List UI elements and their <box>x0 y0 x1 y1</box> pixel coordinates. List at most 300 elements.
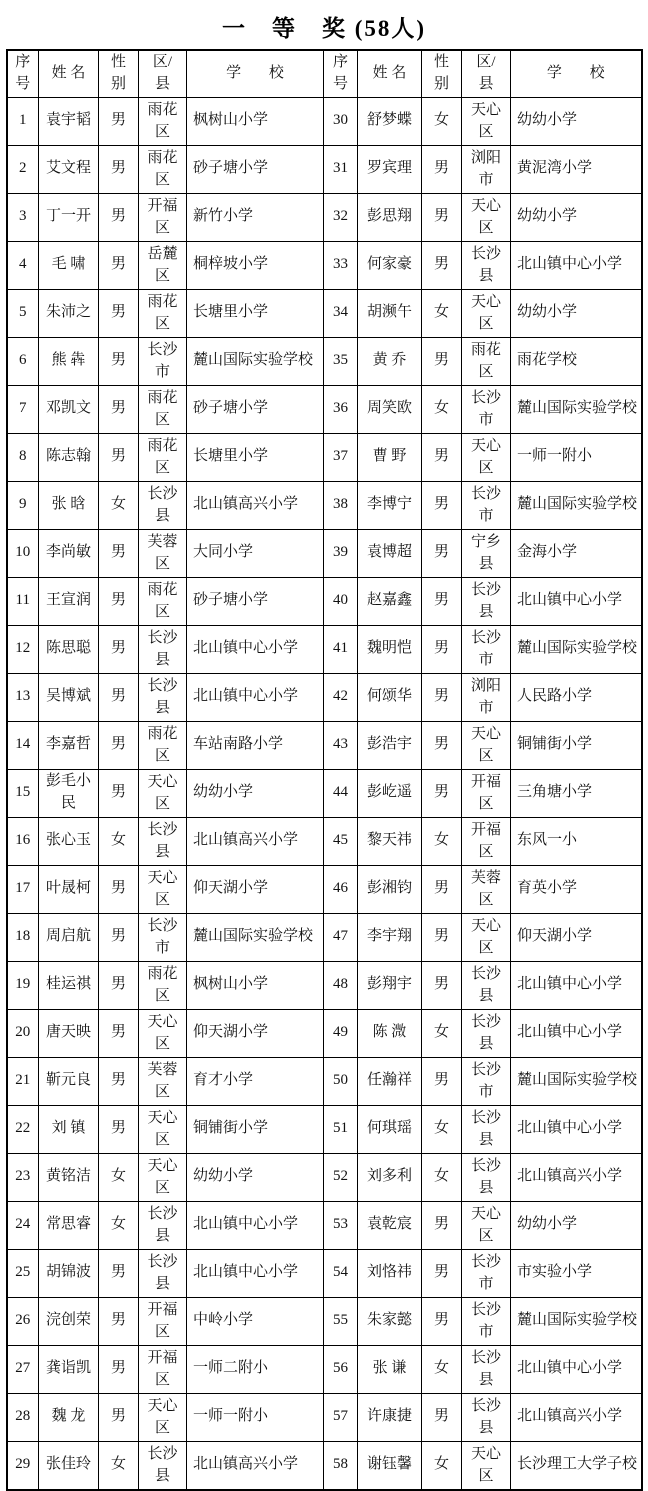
cell-school: 车站南路小学 <box>187 721 324 769</box>
cell-district: 天心区 <box>462 97 511 145</box>
cell-district: 长沙县 <box>139 481 187 529</box>
cell-no: 21 <box>7 1057 39 1105</box>
cell-name: 彭毛小民 <box>39 769 99 817</box>
cell-name: 魏明恺 <box>358 625 422 673</box>
cell-name: 周启航 <box>39 913 99 961</box>
cell-district: 天心区 <box>462 289 511 337</box>
cell-gender: 男 <box>99 97 139 145</box>
cell-district: 长沙市 <box>139 913 187 961</box>
cell-no: 31 <box>324 145 358 193</box>
cell-no: 28 <box>7 1393 39 1441</box>
cell-gender: 男 <box>99 673 139 721</box>
cell-school: 仰天湖小学 <box>187 1009 324 1057</box>
cell-name: 曹 野 <box>358 433 422 481</box>
cell-name: 李宇翔 <box>358 913 422 961</box>
cell-gender: 男 <box>99 625 139 673</box>
cell-district: 长沙县 <box>462 577 511 625</box>
cell-no: 55 <box>324 1297 358 1345</box>
cell-district: 长沙县 <box>139 817 187 865</box>
cell-name: 谢钰馨 <box>358 1441 422 1490</box>
cell-school: 长塘里小学 <box>187 289 324 337</box>
cell-gender: 女 <box>422 289 462 337</box>
cell-school: 人民路小学 <box>511 673 642 721</box>
cell-no: 16 <box>7 817 39 865</box>
cell-gender: 男 <box>422 145 462 193</box>
table-row <box>7 913 642 961</box>
cell-school: 大同小学 <box>187 529 324 577</box>
cell-school: 北山镇中心小学 <box>511 961 642 1009</box>
cell-name: 龚诣凯 <box>39 1345 99 1393</box>
col-header-no: 序号 <box>324 50 358 97</box>
cell-no: 23 <box>7 1153 39 1201</box>
cell-gender: 男 <box>422 1057 462 1105</box>
cell-school: 中岭小学 <box>187 1297 324 1345</box>
col-header-gender: 性别 <box>422 50 462 97</box>
cell-school: 麓山国际实验学校 <box>511 481 642 529</box>
cell-district: 长沙市 <box>139 337 187 385</box>
cell-name: 赵嘉鑫 <box>358 577 422 625</box>
cell-district: 天心区 <box>462 913 511 961</box>
cell-no: 57 <box>324 1393 358 1441</box>
cell-school: 幼幼小学 <box>511 97 642 145</box>
cell-no: 12 <box>7 625 39 673</box>
cell-name: 胡濒午 <box>358 289 422 337</box>
cell-district: 天心区 <box>462 721 511 769</box>
cell-no: 22 <box>7 1105 39 1153</box>
cell-no: 13 <box>7 673 39 721</box>
cell-no: 58 <box>324 1441 358 1490</box>
cell-name: 舒梦蝶 <box>358 97 422 145</box>
cell-school: 麓山国际实验学校 <box>187 337 324 385</box>
cell-district: 雨花区 <box>139 577 187 625</box>
table-row <box>7 1009 642 1057</box>
cell-name: 张 晗 <box>39 481 99 529</box>
cell-name: 许康捷 <box>358 1393 422 1441</box>
cell-district: 长沙县 <box>462 1393 511 1441</box>
col-header-school: 学 校 <box>511 50 642 97</box>
cell-school: 幼幼小学 <box>511 193 642 241</box>
cell-school: 北山镇高兴小学 <box>187 817 324 865</box>
cell-school: 枫树山小学 <box>187 97 324 145</box>
cell-no: 42 <box>324 673 358 721</box>
cell-no: 25 <box>7 1249 39 1297</box>
cell-school: 金海小学 <box>511 529 642 577</box>
cell-school: 北山镇中心小学 <box>511 577 642 625</box>
cell-no: 41 <box>324 625 358 673</box>
cell-school: 铜铺街小学 <box>187 1105 324 1153</box>
cell-district: 长沙县 <box>139 1249 187 1297</box>
cell-name: 陈思聪 <box>39 625 99 673</box>
col-header-district: 区/县 <box>139 50 187 97</box>
cell-gender: 女 <box>99 1441 139 1490</box>
cell-district: 芙蓉区 <box>139 529 187 577</box>
cell-school: 市实验小学 <box>511 1249 642 1297</box>
cell-no: 32 <box>324 193 358 241</box>
cell-no: 29 <box>7 1441 39 1490</box>
cell-no: 33 <box>324 241 358 289</box>
cell-no: 46 <box>324 865 358 913</box>
table-row <box>7 1057 642 1105</box>
cell-school: 枫树山小学 <box>187 961 324 1009</box>
cell-gender: 女 <box>422 385 462 433</box>
cell-district: 长沙市 <box>462 1057 511 1105</box>
cell-no: 50 <box>324 1057 358 1105</box>
cell-district: 浏阳市 <box>462 145 511 193</box>
cell-no: 1 <box>7 97 39 145</box>
cell-district: 芙蓉区 <box>139 1057 187 1105</box>
table-row <box>7 625 642 673</box>
cell-school: 幼幼小学 <box>187 769 324 817</box>
cell-district: 天心区 <box>139 1153 187 1201</box>
cell-name: 胡锦波 <box>39 1249 99 1297</box>
table-row <box>7 97 642 145</box>
cell-school: 麓山国际实验学校 <box>511 1297 642 1345</box>
page-title: 一 等 奖 (58人) <box>221 16 427 41</box>
cell-name: 彭翔宇 <box>358 961 422 1009</box>
cell-name: 袁博超 <box>358 529 422 577</box>
cell-gender: 男 <box>422 241 462 289</box>
cell-district: 开福区 <box>139 1345 187 1393</box>
cell-name: 毛 啸 <box>39 241 99 289</box>
cell-no: 3 <box>7 193 39 241</box>
cell-district: 雨花区 <box>139 289 187 337</box>
cell-gender: 男 <box>99 577 139 625</box>
cell-name: 李嘉哲 <box>39 721 99 769</box>
cell-gender: 女 <box>422 817 462 865</box>
cell-school: 桐梓坡小学 <box>187 241 324 289</box>
cell-no: 34 <box>324 289 358 337</box>
cell-school: 北山镇高兴小学 <box>511 1153 642 1201</box>
cell-no: 37 <box>324 433 358 481</box>
cell-no: 6 <box>7 337 39 385</box>
cell-name: 王宣润 <box>39 577 99 625</box>
cell-school: 雨花学校 <box>511 337 642 385</box>
cell-no: 2 <box>7 145 39 193</box>
cell-no: 40 <box>324 577 358 625</box>
table-row <box>7 145 642 193</box>
col-header-name: 姓 名 <box>39 50 99 97</box>
cell-gender: 男 <box>422 1249 462 1297</box>
table-row <box>7 481 642 529</box>
cell-district: 雨花区 <box>462 337 511 385</box>
cell-gender: 男 <box>99 145 139 193</box>
cell-name: 周笑欧 <box>358 385 422 433</box>
cell-district: 长沙县 <box>462 1105 511 1153</box>
cell-gender: 男 <box>422 577 462 625</box>
cell-gender: 男 <box>422 481 462 529</box>
cell-district: 长沙市 <box>462 481 511 529</box>
cell-no: 18 <box>7 913 39 961</box>
table-row <box>7 385 642 433</box>
cell-no: 39 <box>324 529 358 577</box>
table-header <box>7 50 642 97</box>
cell-no: 15 <box>7 769 39 817</box>
cell-name: 张心玉 <box>39 817 99 865</box>
cell-no: 56 <box>324 1345 358 1393</box>
cell-school: 北山镇高兴小学 <box>187 1441 324 1490</box>
cell-name: 彭思翔 <box>358 193 422 241</box>
cell-gender: 男 <box>422 1297 462 1345</box>
col-header-name: 姓 名 <box>358 50 422 97</box>
cell-gender: 男 <box>99 1393 139 1441</box>
cell-no: 9 <box>7 481 39 529</box>
table-row <box>7 1345 642 1393</box>
cell-school: 新竹小学 <box>187 193 324 241</box>
cell-gender: 男 <box>99 337 139 385</box>
cell-no: 27 <box>7 1345 39 1393</box>
cell-school: 幼幼小学 <box>511 1201 642 1249</box>
cell-district: 开福区 <box>462 769 511 817</box>
cell-no: 36 <box>324 385 358 433</box>
cell-name: 何颂华 <box>358 673 422 721</box>
cell-school: 北山镇中心小学 <box>511 1105 642 1153</box>
table-row <box>7 577 642 625</box>
cell-no: 4 <box>7 241 39 289</box>
cell-name: 何家豪 <box>358 241 422 289</box>
cell-no: 11 <box>7 577 39 625</box>
cell-gender: 男 <box>99 289 139 337</box>
cell-school: 一师一附小 <box>187 1393 324 1441</box>
cell-name: 黄 乔 <box>358 337 422 385</box>
cell-gender: 男 <box>99 1105 139 1153</box>
cell-gender: 男 <box>422 433 462 481</box>
table-row <box>7 529 642 577</box>
table-row <box>7 1393 642 1441</box>
cell-gender: 男 <box>422 193 462 241</box>
cell-no: 45 <box>324 817 358 865</box>
cell-gender: 男 <box>99 1009 139 1057</box>
cell-district: 雨花区 <box>139 385 187 433</box>
cell-name: 李博宁 <box>358 481 422 529</box>
cell-gender: 男 <box>99 241 139 289</box>
cell-no: 14 <box>7 721 39 769</box>
cell-name: 任瀚祥 <box>358 1057 422 1105</box>
cell-district: 雨花区 <box>139 145 187 193</box>
cell-name: 陈志翰 <box>39 433 99 481</box>
cell-school: 幼幼小学 <box>511 289 642 337</box>
table-row <box>7 1297 642 1345</box>
col-header-gender: 性别 <box>99 50 139 97</box>
table-body <box>7 97 642 1490</box>
col-header-district: 区/县 <box>462 50 511 97</box>
cell-school: 长沙理工大学子校 <box>511 1441 642 1490</box>
table-row <box>7 433 642 481</box>
cell-name: 袁乾宸 <box>358 1201 422 1249</box>
cell-name: 黎天祎 <box>358 817 422 865</box>
table-row <box>7 673 642 721</box>
cell-school: 北山镇中心小学 <box>187 1249 324 1297</box>
table-row <box>7 1249 642 1297</box>
cell-name: 何琪瑶 <box>358 1105 422 1153</box>
cell-gender: 男 <box>99 529 139 577</box>
table-row <box>7 817 642 865</box>
cell-gender: 男 <box>422 1201 462 1249</box>
cell-school: 一师一附小 <box>511 433 642 481</box>
cell-gender: 男 <box>99 1057 139 1105</box>
cell-name: 张 谦 <box>358 1345 422 1393</box>
cell-name: 刘多利 <box>358 1153 422 1201</box>
cell-district: 长沙县 <box>462 1153 511 1201</box>
cell-school: 砂子塘小学 <box>187 577 324 625</box>
cell-no: 30 <box>324 97 358 145</box>
cell-no: 26 <box>7 1297 39 1345</box>
cell-no: 49 <box>324 1009 358 1057</box>
table-row <box>7 193 642 241</box>
cell-name: 张佳玲 <box>39 1441 99 1490</box>
table-row <box>7 241 642 289</box>
cell-no: 10 <box>7 529 39 577</box>
cell-no: 53 <box>324 1201 358 1249</box>
cell-school: 育才小学 <box>187 1057 324 1105</box>
cell-school: 麓山国际实验学校 <box>511 385 642 433</box>
cell-district: 宁乡县 <box>462 529 511 577</box>
cell-gender: 男 <box>99 1345 139 1393</box>
cell-school: 北山镇中心小学 <box>187 673 324 721</box>
cell-name: 彭屹遥 <box>358 769 422 817</box>
cell-no: 47 <box>324 913 358 961</box>
cell-district: 长沙市 <box>462 625 511 673</box>
cell-name: 艾文程 <box>39 145 99 193</box>
cell-school: 一师二附小 <box>187 1345 324 1393</box>
header-row <box>7 50 642 97</box>
cell-gender: 男 <box>99 193 139 241</box>
cell-district: 长沙市 <box>462 385 511 433</box>
prize-table <box>6 49 643 1491</box>
cell-district: 开福区 <box>139 1297 187 1345</box>
cell-name: 彭浩宇 <box>358 721 422 769</box>
cell-gender: 男 <box>422 673 462 721</box>
cell-district: 天心区 <box>139 1009 187 1057</box>
cell-gender: 男 <box>99 769 139 817</box>
cell-name: 熊 犇 <box>39 337 99 385</box>
cell-district: 岳麓区 <box>139 241 187 289</box>
cell-name: 黄铭洁 <box>39 1153 99 1201</box>
cell-gender: 男 <box>99 433 139 481</box>
cell-gender: 男 <box>99 1297 139 1345</box>
cell-no: 38 <box>324 481 358 529</box>
cell-district: 长沙县 <box>139 673 187 721</box>
cell-district: 长沙县 <box>139 1441 187 1490</box>
cell-no: 43 <box>324 721 358 769</box>
cell-school: 北山镇中心小学 <box>511 241 642 289</box>
cell-district: 天心区 <box>139 769 187 817</box>
cell-district: 长沙县 <box>462 1345 511 1393</box>
cell-gender: 男 <box>99 865 139 913</box>
cell-district: 开福区 <box>139 193 187 241</box>
table-row <box>7 337 642 385</box>
col-header-no: 序号 <box>7 50 39 97</box>
table-row <box>7 721 642 769</box>
cell-district: 长沙县 <box>139 625 187 673</box>
cell-no: 51 <box>324 1105 358 1153</box>
cell-district: 天心区 <box>139 1105 187 1153</box>
cell-gender: 女 <box>99 1153 139 1201</box>
cell-gender: 男 <box>422 721 462 769</box>
cell-no: 24 <box>7 1201 39 1249</box>
cell-name: 朱家懿 <box>358 1297 422 1345</box>
cell-school: 北山镇高兴小学 <box>511 1393 642 1441</box>
cell-no: 44 <box>324 769 358 817</box>
table-row <box>7 1153 642 1201</box>
cell-gender: 男 <box>422 625 462 673</box>
cell-school: 砂子塘小学 <box>187 145 324 193</box>
cell-school: 黄泥湾小学 <box>511 145 642 193</box>
cell-district: 芙蓉区 <box>462 865 511 913</box>
table-row <box>7 769 642 817</box>
cell-district: 雨花区 <box>139 97 187 145</box>
cell-gender: 男 <box>99 1249 139 1297</box>
cell-district: 长沙县 <box>462 961 511 1009</box>
cell-district: 长沙县 <box>462 1009 511 1057</box>
cell-school: 东风一小 <box>511 817 642 865</box>
cell-name: 罗宾理 <box>358 145 422 193</box>
cell-gender: 男 <box>422 529 462 577</box>
cell-gender: 男 <box>422 337 462 385</box>
cell-gender: 女 <box>99 481 139 529</box>
cell-district: 天心区 <box>462 1441 511 1490</box>
cell-gender: 女 <box>422 1345 462 1393</box>
cell-name: 魏 龙 <box>39 1393 99 1441</box>
cell-district: 长沙市 <box>462 1249 511 1297</box>
cell-no: 5 <box>7 289 39 337</box>
col-header-school: 学 校 <box>187 50 324 97</box>
cell-no: 19 <box>7 961 39 1009</box>
cell-no: 20 <box>7 1009 39 1057</box>
cell-district: 天心区 <box>462 433 511 481</box>
cell-school: 仰天湖小学 <box>187 865 324 913</box>
cell-gender: 男 <box>422 1393 462 1441</box>
cell-school: 幼幼小学 <box>187 1153 324 1201</box>
cell-no: 35 <box>324 337 358 385</box>
cell-gender: 男 <box>99 913 139 961</box>
cell-school: 仰天湖小学 <box>511 913 642 961</box>
cell-district: 天心区 <box>139 1393 187 1441</box>
cell-district: 长沙县 <box>462 241 511 289</box>
table-row <box>7 1201 642 1249</box>
cell-name: 常思睿 <box>39 1201 99 1249</box>
cell-name: 桂运祺 <box>39 961 99 1009</box>
cell-name: 朱沛之 <box>39 289 99 337</box>
table-row <box>7 1105 642 1153</box>
cell-name: 刘恪祎 <box>358 1249 422 1297</box>
table-row <box>7 961 642 1009</box>
cell-gender: 女 <box>422 1441 462 1490</box>
cell-no: 54 <box>324 1249 358 1297</box>
cell-school: 北山镇中心小学 <box>511 1345 642 1393</box>
cell-name: 邓凯文 <box>39 385 99 433</box>
cell-gender: 女 <box>99 1201 139 1249</box>
cell-district: 长沙市 <box>462 1297 511 1345</box>
cell-school: 麓山国际实验学校 <box>187 913 324 961</box>
cell-no: 7 <box>7 385 39 433</box>
table-row <box>7 289 642 337</box>
cell-district: 雨花区 <box>139 433 187 481</box>
cell-gender: 男 <box>422 769 462 817</box>
cell-name: 丁一开 <box>39 193 99 241</box>
cell-gender: 女 <box>422 1153 462 1201</box>
cell-district: 天心区 <box>139 865 187 913</box>
cell-school: 铜铺街小学 <box>511 721 642 769</box>
cell-name: 李尚敏 <box>39 529 99 577</box>
cell-district: 雨花区 <box>139 721 187 769</box>
table-row <box>7 865 642 913</box>
cell-gender: 男 <box>422 961 462 1009</box>
cell-no: 52 <box>324 1153 358 1201</box>
cell-name: 靳元良 <box>39 1057 99 1105</box>
cell-no: 8 <box>7 433 39 481</box>
cell-gender: 女 <box>422 1105 462 1153</box>
cell-school: 北山镇中心小学 <box>187 1201 324 1249</box>
